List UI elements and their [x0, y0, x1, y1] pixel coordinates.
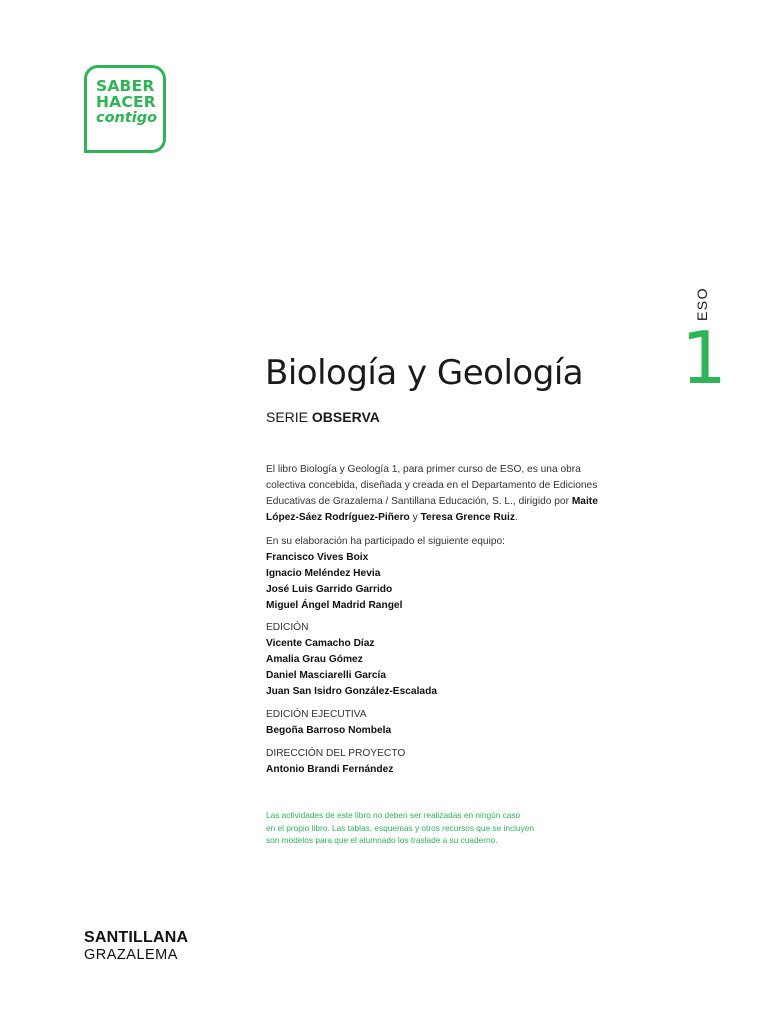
direccion-name: Antonio Brandi Fernández	[266, 764, 394, 775]
usage-note	[266, 809, 566, 847]
edicion-member: Juan San Isidro González-Escalada	[266, 686, 437, 697]
series-label	[266, 409, 380, 425]
edicion-ejecutiva-name: Begoña Barroso Nombela	[266, 725, 392, 736]
edicion-label: EDICIÓN	[266, 622, 309, 633]
team-member: Ignacio Meléndez Hevia	[266, 568, 381, 579]
team-member: Miguel Ángel Madrid Rangel	[266, 600, 403, 611]
book-title: Biología y Geología	[265, 353, 584, 393]
publisher-imprint: GRAZALEMA	[84, 947, 178, 963]
intro-paragraph	[266, 462, 616, 526]
direccion-label: DIRECCIÓN DEL PROYECTO	[266, 748, 406, 759]
direccion-section	[266, 746, 405, 778]
usage-note-line-3: son modelos para que el alumnado los traslade a su cuaderno.	[266, 835, 498, 845]
intro-joiner: y	[412, 512, 418, 523]
series-name: OBSERVA	[311, 409, 380, 425]
usage-note-line-2: en el propio libro. Las tablas, esquemas y otros recursos que se incluyen	[266, 822, 534, 833]
team-member: Francisco Vives Boix	[266, 552, 369, 563]
edicion-member: Amalia Grau Gómez	[266, 654, 363, 665]
edicion-member: Vicente Camacho Díaz	[266, 638, 375, 649]
publisher-name: SANTILLANA	[84, 929, 189, 946]
edicion-member: Daniel Masciarelli García	[266, 670, 387, 681]
logo-line-1: SABER	[96, 77, 155, 95]
logo-line-2: HACER	[96, 93, 156, 112]
director-1: Maite López-Sáez Rodríguez-Piñero	[266, 496, 598, 523]
edicion-section	[266, 620, 437, 700]
grade-number: 1	[681, 316, 727, 400]
team-member: José Luis Garrido Garrido	[266, 584, 393, 595]
logo-line-3: contigo	[96, 109, 158, 126]
level-label: ESO	[694, 286, 710, 322]
publisher-logo	[84, 930, 188, 963]
edicion-ejecutiva-label: EDICIÓN EJECUTIVA	[266, 709, 367, 720]
team-label: En su elaboración ha participado el siguiente equipo:	[266, 536, 506, 547]
intro-text: El libro Biología y Geología 1, para primer curso de ESO, es una obra colectiva concebida, diseñada y creada en el Departamento de Ediciones Educativas de Grazalema / Santillana Educación, S. L., dirigido por	[266, 464, 598, 507]
intro-end: .	[514, 512, 518, 523]
usage-note-line-1: Las actividades de este libro no deben ser realizadas en ningún caso	[266, 810, 521, 820]
series-prefix: SERIE	[266, 409, 309, 425]
edicion-ejecutiva-section	[266, 707, 391, 739]
team-section	[266, 534, 505, 614]
saber-hacer-contigo-logo	[84, 65, 166, 153]
director-2: Teresa Grence Ruiz	[420, 512, 515, 523]
